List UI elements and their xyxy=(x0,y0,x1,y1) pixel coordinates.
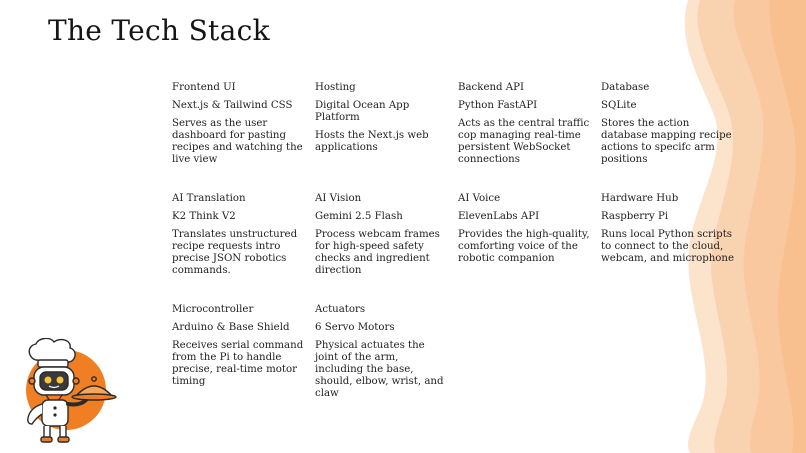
chef-robot-mascot xyxy=(14,338,124,446)
card-frontend-ui xyxy=(172,82,306,166)
card-ai-vision xyxy=(315,193,449,277)
component-tech: Python FastAPI xyxy=(458,100,538,111)
component-description: Provides the high-quality, comforting voice of the robotic companion xyxy=(458,229,590,264)
component-tech: SQLite xyxy=(601,100,637,111)
card-backend-api xyxy=(458,82,592,166)
component-tech: ElevenLabs API xyxy=(458,211,540,222)
robot-head xyxy=(29,367,79,395)
component-name: AI Translation xyxy=(172,193,246,204)
card-microcontroller xyxy=(172,304,306,388)
card-actuators xyxy=(315,304,449,400)
component-name: Hosting xyxy=(315,82,356,93)
component-tech: Arduino & Base Shield xyxy=(172,322,290,333)
component-name: AI Voice xyxy=(458,193,501,204)
component-description: Physical actuates the joint of the arm, including the base, should, elbow, wrist, and claw xyxy=(315,340,444,399)
component-description: Serves as the user dashboard for pasting recipes and watching the live view xyxy=(172,118,303,165)
component-name: Frontend UI xyxy=(172,82,236,93)
component-tech: K2 Think V2 xyxy=(172,211,236,222)
component-description: Hosts the Next.js web applications xyxy=(315,130,429,153)
card-hardware-hub xyxy=(601,193,735,265)
component-name: AI Vision xyxy=(315,193,362,204)
card-ai-translation xyxy=(172,193,306,277)
component-name: Actuators xyxy=(315,304,366,315)
component-name: Hardware Hub xyxy=(601,193,679,204)
card-ai-voice xyxy=(458,193,592,265)
component-description: Runs local Python scripts to connect to the cloud, webcam, and microphone xyxy=(601,229,735,264)
component-description: Receives serial command from the Pi to handle precise, real-time motor timing xyxy=(172,340,304,387)
component-name: Microcontroller xyxy=(172,304,254,315)
component-tech: 6 Servo Motors xyxy=(315,322,395,333)
component-description: Process webcam frames for high-speed safety checks and ingredient direction xyxy=(315,229,440,276)
component-name: Database xyxy=(601,82,650,93)
component-tech: Digital Ocean App Platform xyxy=(315,100,410,123)
component-tech: Gemini 2.5 Flash xyxy=(315,211,403,222)
component-tech: Raspberry Pi xyxy=(601,211,669,222)
component-name: Backend API xyxy=(458,82,525,93)
component-tech: Next.js & Tailwind CSS xyxy=(172,100,293,111)
component-description: Stores the action database mapping recipe actions to specifc arm positions xyxy=(601,118,732,165)
component-description: Translates unstructured recipe requests intro precise JSON robotics commands. xyxy=(172,229,298,276)
component-description: Acts as the central traffic cop managing real-time persistent WebSocket connections xyxy=(458,118,590,165)
card-hosting xyxy=(315,82,449,154)
card-database xyxy=(601,82,735,166)
chef-hat-icon xyxy=(29,338,75,367)
slide-title: The Tech Stack xyxy=(48,14,270,47)
robot-body xyxy=(41,400,69,442)
